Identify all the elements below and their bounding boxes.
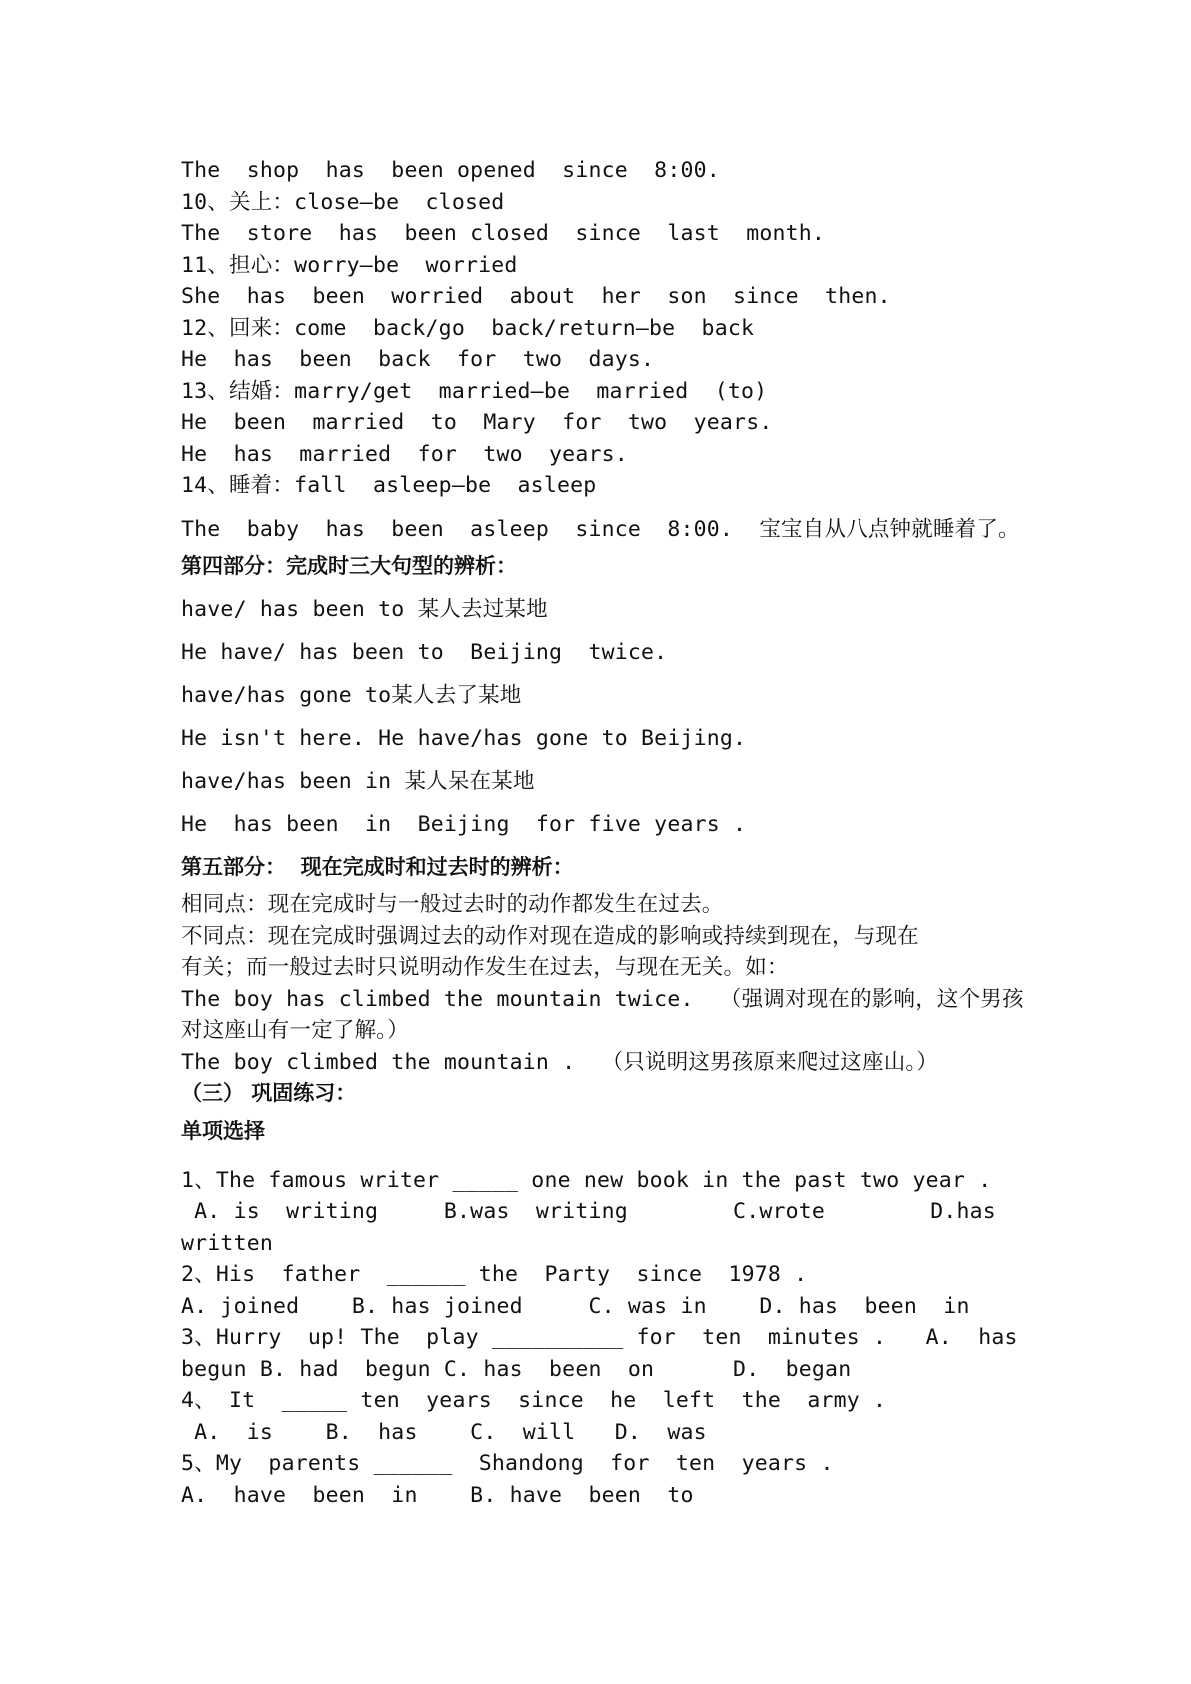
question-5-options: A. have been in B. have been to xyxy=(181,1482,694,1508)
question-4: 4、 It _____ ten years since he left the army . xyxy=(181,1388,887,1413)
example-sentence: He have/ has been to Beijing twice. xyxy=(181,640,668,665)
pattern-been-to: have/ has been to 某人去过某地 xyxy=(181,597,548,622)
document-page xyxy=(181,155,1024,1511)
verb-item-10: 10、关上：close—be closed xyxy=(181,189,505,215)
verb-item-14: 14、睡着：fall asleep—be asleep xyxy=(181,473,597,498)
example-sentence: He been married to Mary for two years. xyxy=(181,410,773,435)
example-sentence: He has married for two years. xyxy=(181,441,628,467)
example-sentence: The store has been closed since last month. xyxy=(181,221,826,246)
example-sentence: The baby has been asleep since 8:00. 宝宝自从八点钟就睡着了。 xyxy=(181,516,1020,542)
example-sentence: He isn't here. He have/has gone to Beijing. xyxy=(181,726,747,751)
similarity-text: 相同点：现在完成时与一般过去时的动作都发生在过去。 xyxy=(181,892,724,917)
section-5-heading: 第五部分： 现在完成时和过去时的辨析： xyxy=(181,855,574,879)
question-1: 1、The famous writer _____ one new book in the past two year . xyxy=(181,1167,992,1193)
example-sentence-cont: 对这座山有一定了解。） xyxy=(181,1018,409,1043)
example-sentence: The boy has climbed the mountain twice. （强调对现在的影响，这个男孩 xyxy=(181,986,1024,1012)
practice-subheading: 单项选择 xyxy=(181,1118,265,1143)
pattern-been-in: have/has been in 某人呆在某地 xyxy=(181,769,535,794)
question-3-options: begun B. had begun C. has been on D. began xyxy=(181,1356,852,1382)
question-1-options: A. is writing B.was writing C.wrote D.has xyxy=(181,1199,996,1224)
difference-text-cont: 有关；而一般过去时只说明动作发生在过去，与现在无关。如： xyxy=(181,955,789,980)
question-5: 5、My parents ______ Shandong for ten years . xyxy=(181,1451,834,1476)
practice-heading: （三） 巩固练习： xyxy=(181,1081,357,1105)
question-2: 2、His father ______ the Party since 1978 . xyxy=(181,1262,808,1287)
example-sentence: He has been back for two days. xyxy=(181,347,655,372)
section-4-heading: 第四部分：完成时三大句型的辨析： xyxy=(181,554,517,578)
verb-item-12: 12、回来：come back/go back/return—be back xyxy=(181,315,755,341)
verb-item-11: 11、担心：worry—be worried xyxy=(181,252,518,278)
question-4-options: A. is B. has C. will D. was xyxy=(181,1419,707,1445)
difference-text: 不同点：现在完成时强调过去的动作对现在造成的影响或持续到现在，与现在 xyxy=(181,923,919,949)
question-2-options: A. joined B. has joined C. was in D. has been in xyxy=(181,1293,970,1319)
question-3: 3、Hurry up! The play __________ for ten minutes . A. has xyxy=(181,1325,1018,1350)
example-sentence: The shop has been opened since 8:00. xyxy=(181,158,720,183)
question-1-options-wrap: written xyxy=(181,1230,274,1256)
example-sentence: She has been worried about her son since then. xyxy=(181,284,891,309)
example-sentence: The boy climbed the mountain . （只说明这男孩原来爬过这座山。） xyxy=(181,1049,939,1075)
example-sentence: He has been in Beijing for five years . xyxy=(181,812,747,837)
pattern-gone-to: have/has gone to某人去了某地 xyxy=(181,683,522,708)
verb-item-13: 13、结婚：marry/get married—be married (to) xyxy=(181,378,768,404)
